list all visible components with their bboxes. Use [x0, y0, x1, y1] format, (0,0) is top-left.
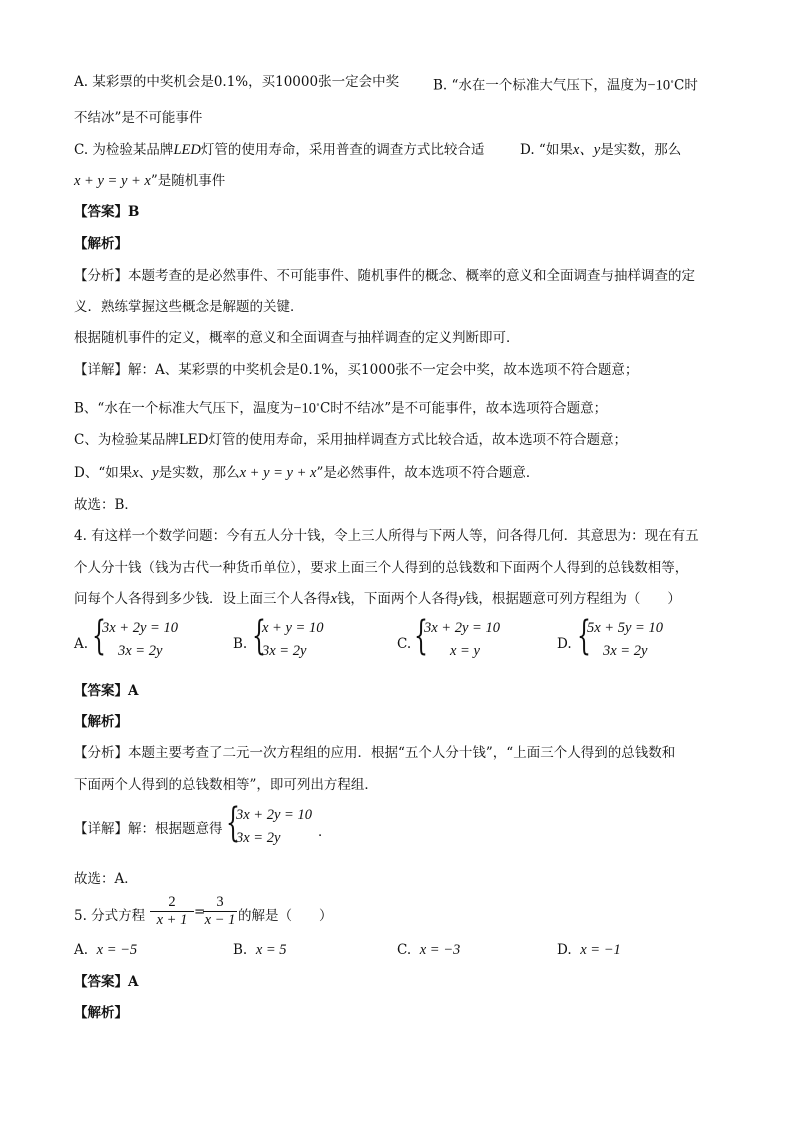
q3-answer: 【答案】B [74, 204, 140, 220]
q5-stem-suffix: 的解是（ ） [238, 908, 333, 924]
q5-fraction-left: 2 x + 1 [150, 894, 194, 929]
q5-equals: = [194, 904, 206, 920]
q4-analysis-line1: 【分析】本题主要考查了二元一次方程组的应用．根据“五个人分十钱”，“上面三个人得到的总钱数和 [74, 745, 676, 761]
brace-icon: { [226, 800, 240, 846]
q4-answer: 【答案】A [74, 683, 139, 699]
q4-stem-line1: 4. 有这样一个数学问题：今有五人分十钱，令上三人所得与下两人等，问各得几何．其意思为：现在有五 [74, 528, 699, 544]
q4-stem-line2: 个人分十钱（钱为古代一种货币单位），要求上面三个人得到的总钱数和下面两个人得到的总钱数相等， [74, 560, 689, 576]
q3-option-b-line1: B. “水在一个标准大气压下，温度为−10∘C时 [433, 77, 698, 94]
q4-analysis-line2: 下面两个人得到的总钱数相等”，即可列出方程组． [74, 777, 378, 793]
q4-analysis-heading: 【解析】 [74, 714, 128, 730]
q5-option-b: B. x = 5 [233, 942, 287, 958]
q3-option-a: A. 某彩票的中奖机会是0.1%，买10000张一定会中奖 [74, 74, 400, 90]
q3-analysis-line2: 义．熟练掌握这些概念是解题的关键． [74, 299, 304, 315]
q3-option-b-line2: 不结冰”是不可能事件 [74, 110, 203, 126]
q3-detail-line3: C、为检验某品牌LED灯管的使用寿命，采用抽样调查方式比较合适，故本选项不符合题意； [74, 432, 627, 448]
q3-option-d-line2: x + y = y + x”是随机事件 [74, 173, 226, 189]
q5-analysis-heading: 【解析】 [74, 1005, 128, 1021]
q4-option-b-label: B. [233, 636, 248, 652]
brace-icon: { [577, 613, 591, 659]
q5-fraction-right: 3 x − 1 [204, 894, 236, 928]
q5-option-a: A. x = −5 [74, 942, 138, 958]
q4-option-d-label: D. [557, 636, 572, 652]
brace-icon: { [252, 613, 266, 659]
q3-choice: 故选：B． [74, 497, 138, 513]
q3-analysis-heading: 【解析】 [74, 236, 128, 252]
brace-icon: { [414, 613, 428, 659]
q3-option-c: C. 为检验某品牌LED灯管的使用寿命，采用普查的调查方式比较合适 [74, 142, 485, 158]
brace-icon: { [92, 613, 106, 659]
q5-stem-prefix: 5. 分式方程 [74, 908, 146, 924]
q5-option-c: C. x = −3 [397, 942, 461, 958]
q4-option-a-label: A. [74, 636, 89, 652]
q4-choice: 故选：A． [74, 871, 138, 887]
q5-option-d: D. x = −1 [557, 942, 621, 958]
q5-answer: 【答案】A [74, 974, 139, 990]
q3-analysis-line3: 根据随机事件的定义，概率的意义和全面调查与抽样调查的定义判断即可． [74, 330, 520, 346]
q3-detail-line2: B、“水在一个标准大气压下，温度为−10∘C时不结冰”是不可能事件，故本选项符合题意； [74, 400, 608, 417]
q3-analysis-line1: 【分析】本题考查的是必然事件、不可能事件、随机事件的概念、概率的意义和全面调查与抽样调查的定 [74, 268, 695, 284]
q4-stem-line3: 问每个人各得到多少钱．设上面三个人各得x钱，下面两个人各得y钱，根据题意可列方程组为（ ） [74, 591, 681, 607]
q3-detail-line1: 【详解】解：A、某彩票的中奖机会是0.1%，买1000张不一定会中奖，故本选项不符合题意； [74, 362, 639, 378]
q4-detail-label: 【详解】解：根据题意得 [74, 821, 223, 837]
q4-option-c-label: C. [397, 636, 412, 652]
q3-option-d-line1: D. “如果x、y是实数，那么 [520, 142, 682, 158]
q4-detail-end: ． [318, 824, 332, 840]
q3-detail-line4: D、“如果x、y是实数，那么x + y = y + x”是必然事件，故本选项不符合题意． [74, 465, 540, 481]
